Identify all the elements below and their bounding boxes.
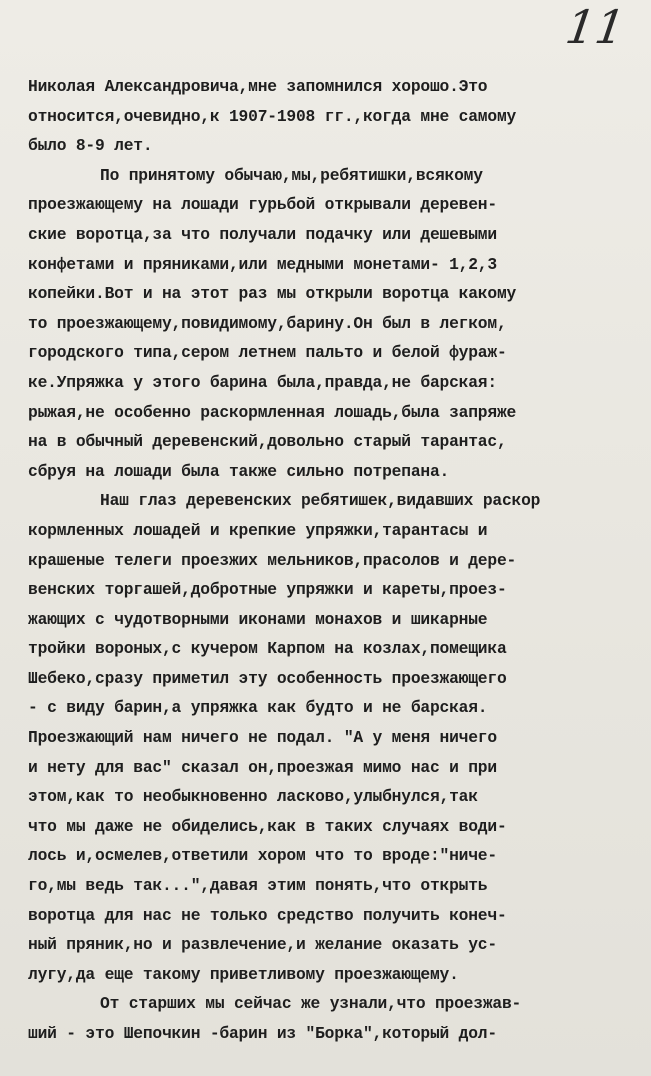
text-line: жающих с чудотворными иконами монахов и шикарные (28, 609, 488, 629)
text-line: проезжающему на лошади гурьбой открывали деревен- (28, 195, 497, 215)
text-line: тройки вороных,с кучером Карпом на козлах,помещика (28, 639, 507, 659)
body-text (28, 72, 646, 1049)
text-line: то проезжающему,повидимому,барину.Он был в легком, (28, 313, 507, 333)
text-line: По принятому обычаю,мы,ребятишки,всякому (100, 165, 483, 185)
text-line: рыжая,не особенно раскормленная лошадь,была запряже (28, 402, 517, 422)
text-line: и нету для вас" сказал он,проезжая мимо нас и при (28, 757, 497, 777)
text-line: От старших мы сейчас же узнали,что проезжав- (100, 994, 522, 1014)
text-line: лось и,осмелев,ответили хором что то вроде:"ниче- (28, 846, 497, 866)
text-line: ке.Упряжка у этого барина была,правда,не барская: (28, 372, 497, 392)
text-line: сбруя на лошади была также сильно потрепана. (28, 461, 450, 481)
text-line: крашеные телеги проезжих мельников,прасолов и дере- (28, 550, 517, 570)
text-line: этом,как то необыкновенно ласково,улыбнулся,так (28, 787, 478, 807)
text-line: кормленных лошадей и крепкие упряжки,тарантасы и (28, 520, 488, 540)
text-line: на в обычный деревенский,довольно старый тарантас, (28, 432, 507, 452)
text-line: го,мы ведь так...",давая этим понять,что открыть (28, 876, 488, 896)
text-line: городского типа,сером летнем пальто и белой фураж- (28, 343, 507, 363)
text-line: ший - это Шепочкин -барин из "Борка",который дол- (28, 1024, 497, 1043)
text-line: лугу,да еще такому приветливому проезжающему. (28, 964, 459, 984)
text-line: ный пряник,но и развлечение,и желание оказать ус- (28, 935, 497, 955)
page-number: 11 (562, 0, 629, 54)
text-line: Шебеко,сразу приметил эту особенность проезжающего (28, 668, 507, 688)
text-line: Наш глаз деревенских ребятишек,видавших раскор (100, 491, 541, 511)
text-line: венских торгашей,добротные упряжки и кареты,проез- (28, 580, 507, 600)
text-line: относится,очевидно,к 1907-1908 гг.,когда мне самому (28, 106, 517, 126)
text-line: что мы даже не обиделись,как в таких случаях води- (28, 816, 507, 836)
text-line: копейки.Вот и на этот раз мы открыли воротца какому (28, 284, 517, 304)
text-line: было 8-9 лет. (28, 136, 153, 156)
text-line: Проезжающий нам ничего не подал. "А у меня ничего (28, 728, 497, 748)
text-line: конфетами и пряниками,или медными монетами- 1,2,3 (28, 254, 497, 274)
text-line: воротца для нас не только средство получить конеч- (28, 905, 507, 925)
text-line: ские воротца,за что получали подачку или дешевыми (28, 224, 497, 244)
text-line: - с виду барин,а упряжка как будто и не барская. (28, 698, 488, 718)
text-line: Николая Александровича,мне запомнился хорошо.Это (28, 77, 488, 96)
